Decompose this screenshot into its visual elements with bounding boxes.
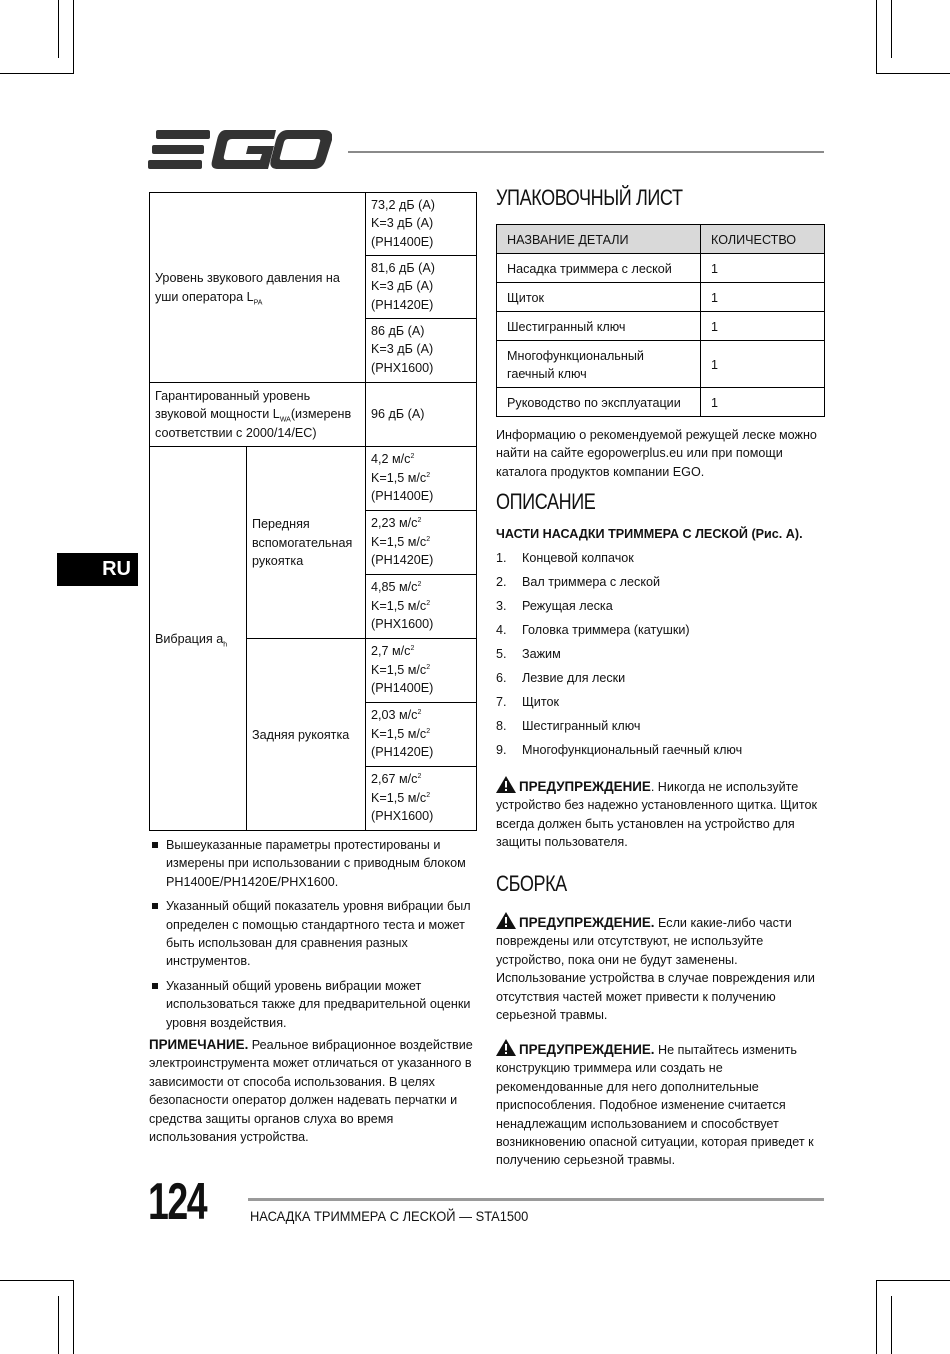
spec-value: 2,23 $м/с^2$ K=1,5 $м/с^2$ (PH1420E): [366, 511, 477, 575]
spec-value: 96 дБ (A): [366, 383, 477, 447]
cutting-line-info: Информацию о рекомендуемой режущей леске можно найти на сайте egopowerplus.eu или при помощи каталога продуктов компании EGO.: [496, 428, 817, 479]
list-item: 3. Режущая леска: [496, 599, 613, 613]
list-item: 6. Лезвие для лески: [496, 671, 626, 685]
spec-value: 2,7 $м/с^2$ K=1,5 $м/с^2$ (PH1400E): [366, 639, 477, 703]
spec-value: 2,03 $м/с^2$ K=1,5 $м/с^2$ (PH1420E): [366, 703, 477, 767]
column-header: НАЗВАНИЕ ДЕТАЛИ: [497, 225, 701, 254]
bullet-square-icon: [152, 903, 158, 909]
sound-power-label: Гарантированный уровень звуковой мощности $L_{WA}(измеренв$ соответствии с 2000/14/EC): [150, 383, 366, 447]
spec-value: 81,6 дБ (A) K=3 дБ (A) (PH1420E): [366, 256, 477, 319]
spec-value: 4,2 $м/с^2$ K=1,5 $м/с^2$ (PH1400E): [366, 447, 477, 511]
table-row: Руководство по эксплуатации 1: [497, 388, 825, 417]
bullet-square-icon: [152, 983, 158, 989]
list-item: Указанный общий показатель уровня вибрации был определен с помощью стандартного теста и может быть использован для сравнения разных инструментов.: [149, 897, 479, 971]
list-item: 7. Щиток: [496, 695, 559, 709]
spec-value: 86 дБ (A) K=3 дБ (A) (PHX1600): [366, 319, 477, 383]
packing-table: [496, 224, 825, 417]
list-item: 9. Многофункциональный гаечный ключ: [496, 743, 743, 757]
description-heading: ОПИСАНИЕ: [496, 489, 596, 514]
warning-icon: [496, 912, 516, 929]
list-item: Вышеуказанные параметры протестированы и измерены при использовании с приводным блоком PH1400E/PH1420E/PHX1600.: [149, 836, 479, 891]
table-row: Насадка триммера с леской 1: [497, 254, 825, 283]
warning-paragraph: ПРЕДУПРЕЖДЕНИЕ. Не пытайтесь изменить конструкцию триммера или создать не рекомендованные для него дополнительные приспособления. Подобное изменение считается ненадлежащим использованием и способствует возникновению опасной ситуации, которая приведет к получению серьезной травмы.: [496, 1039, 826, 1170]
warning-icon: [496, 776, 516, 793]
packing-list-heading: УПАКОВОЧНЫЙ ЛИСТ: [496, 185, 683, 210]
notes-list: [149, 836, 479, 1038]
front-handle-label: Передняя вспомогательная рукоятка: [247, 447, 366, 639]
language-tab: RU: [57, 553, 138, 586]
vibration-label: Вибрация $a_h$: [150, 447, 247, 831]
list-item: Указанный общий уровень вибрации может использоваться также для предварительной оценки уровня воздействия.: [149, 977, 479, 1032]
spec-value: 4,85 $м/с^2$ K=1,5 $м/с^2$ (PHX1600): [366, 575, 477, 639]
list-item: 2. Вал триммера с леской: [496, 575, 661, 589]
footer-rule: [248, 1198, 824, 1201]
parts-list: [496, 549, 826, 765]
bullet-square-icon: [152, 842, 158, 848]
table-row: Шестигранный ключ 1: [497, 312, 825, 341]
page-number: 124: [148, 1173, 207, 1231]
list-item: 1. Концевой колпачок: [496, 551, 634, 565]
rear-handle-label: Задняя рукоятка: [247, 639, 366, 831]
table-row: Многофункциональный гаечный ключ 1: [497, 341, 825, 388]
spec-value: 2,67 $м/с^2$ K=1,5 $м/с^2$ (PHX1600): [366, 767, 477, 831]
warning-paragraph: ПРЕДУПРЕЖДЕНИЕ. Никогда не используйте устройство без надежно установленного щитка. Щиток всегда должен быть установлен на устройство для защиты пользователя.: [496, 776, 826, 852]
sound-pressure-label: Уровень звукового давления на уши оператора $L_{PA}$: [150, 193, 366, 383]
list-item: 8. Шестигранный ключ: [496, 719, 641, 733]
note-paragraph: ПРИМЕЧАНИЕ. Реальное вибрационное воздействие электроинструмента может отличаться от указанного в зависимости от способа использования. В целях безопасности оператор должен надевать перчатки и средства защиты органов слуха во время использования устройства.: [149, 1037, 473, 1145]
parts-subheading: ЧАСТИ НАСАДКИ ТРИММЕРА С ЛЕСКОЙ (Рис. A).: [496, 527, 803, 541]
ego-logo: [148, 128, 332, 172]
header-rule: [348, 151, 824, 153]
list-item: 5. Зажим: [496, 647, 561, 661]
spec-table: [149, 192, 477, 831]
table-row: Щиток 1: [497, 283, 825, 312]
column-header: КОЛИЧЕСТВО: [701, 225, 825, 254]
footer-title: НАСАДКА ТРИММЕРА С ЛЕСКОЙ — STA1500: [250, 1208, 529, 1224]
assembly-heading: СБОРКА: [496, 871, 567, 896]
warning-icon: [496, 1039, 516, 1056]
warning-paragraph: ПРЕДУПРЕЖДЕНИЕ. Если какие-либо части повреждены или отсутствуют, не используйте устройство, пока они не будут заменены. Использование устройства в случае повреждения или отсутствия частей может привести к получению серьезной травмы.: [496, 912, 826, 1024]
list-item: 4. Головка триммера (катушки): [496, 623, 690, 637]
spec-value: 73,2 дБ (A) K=3 дБ (A) (PH1400E): [366, 193, 477, 256]
